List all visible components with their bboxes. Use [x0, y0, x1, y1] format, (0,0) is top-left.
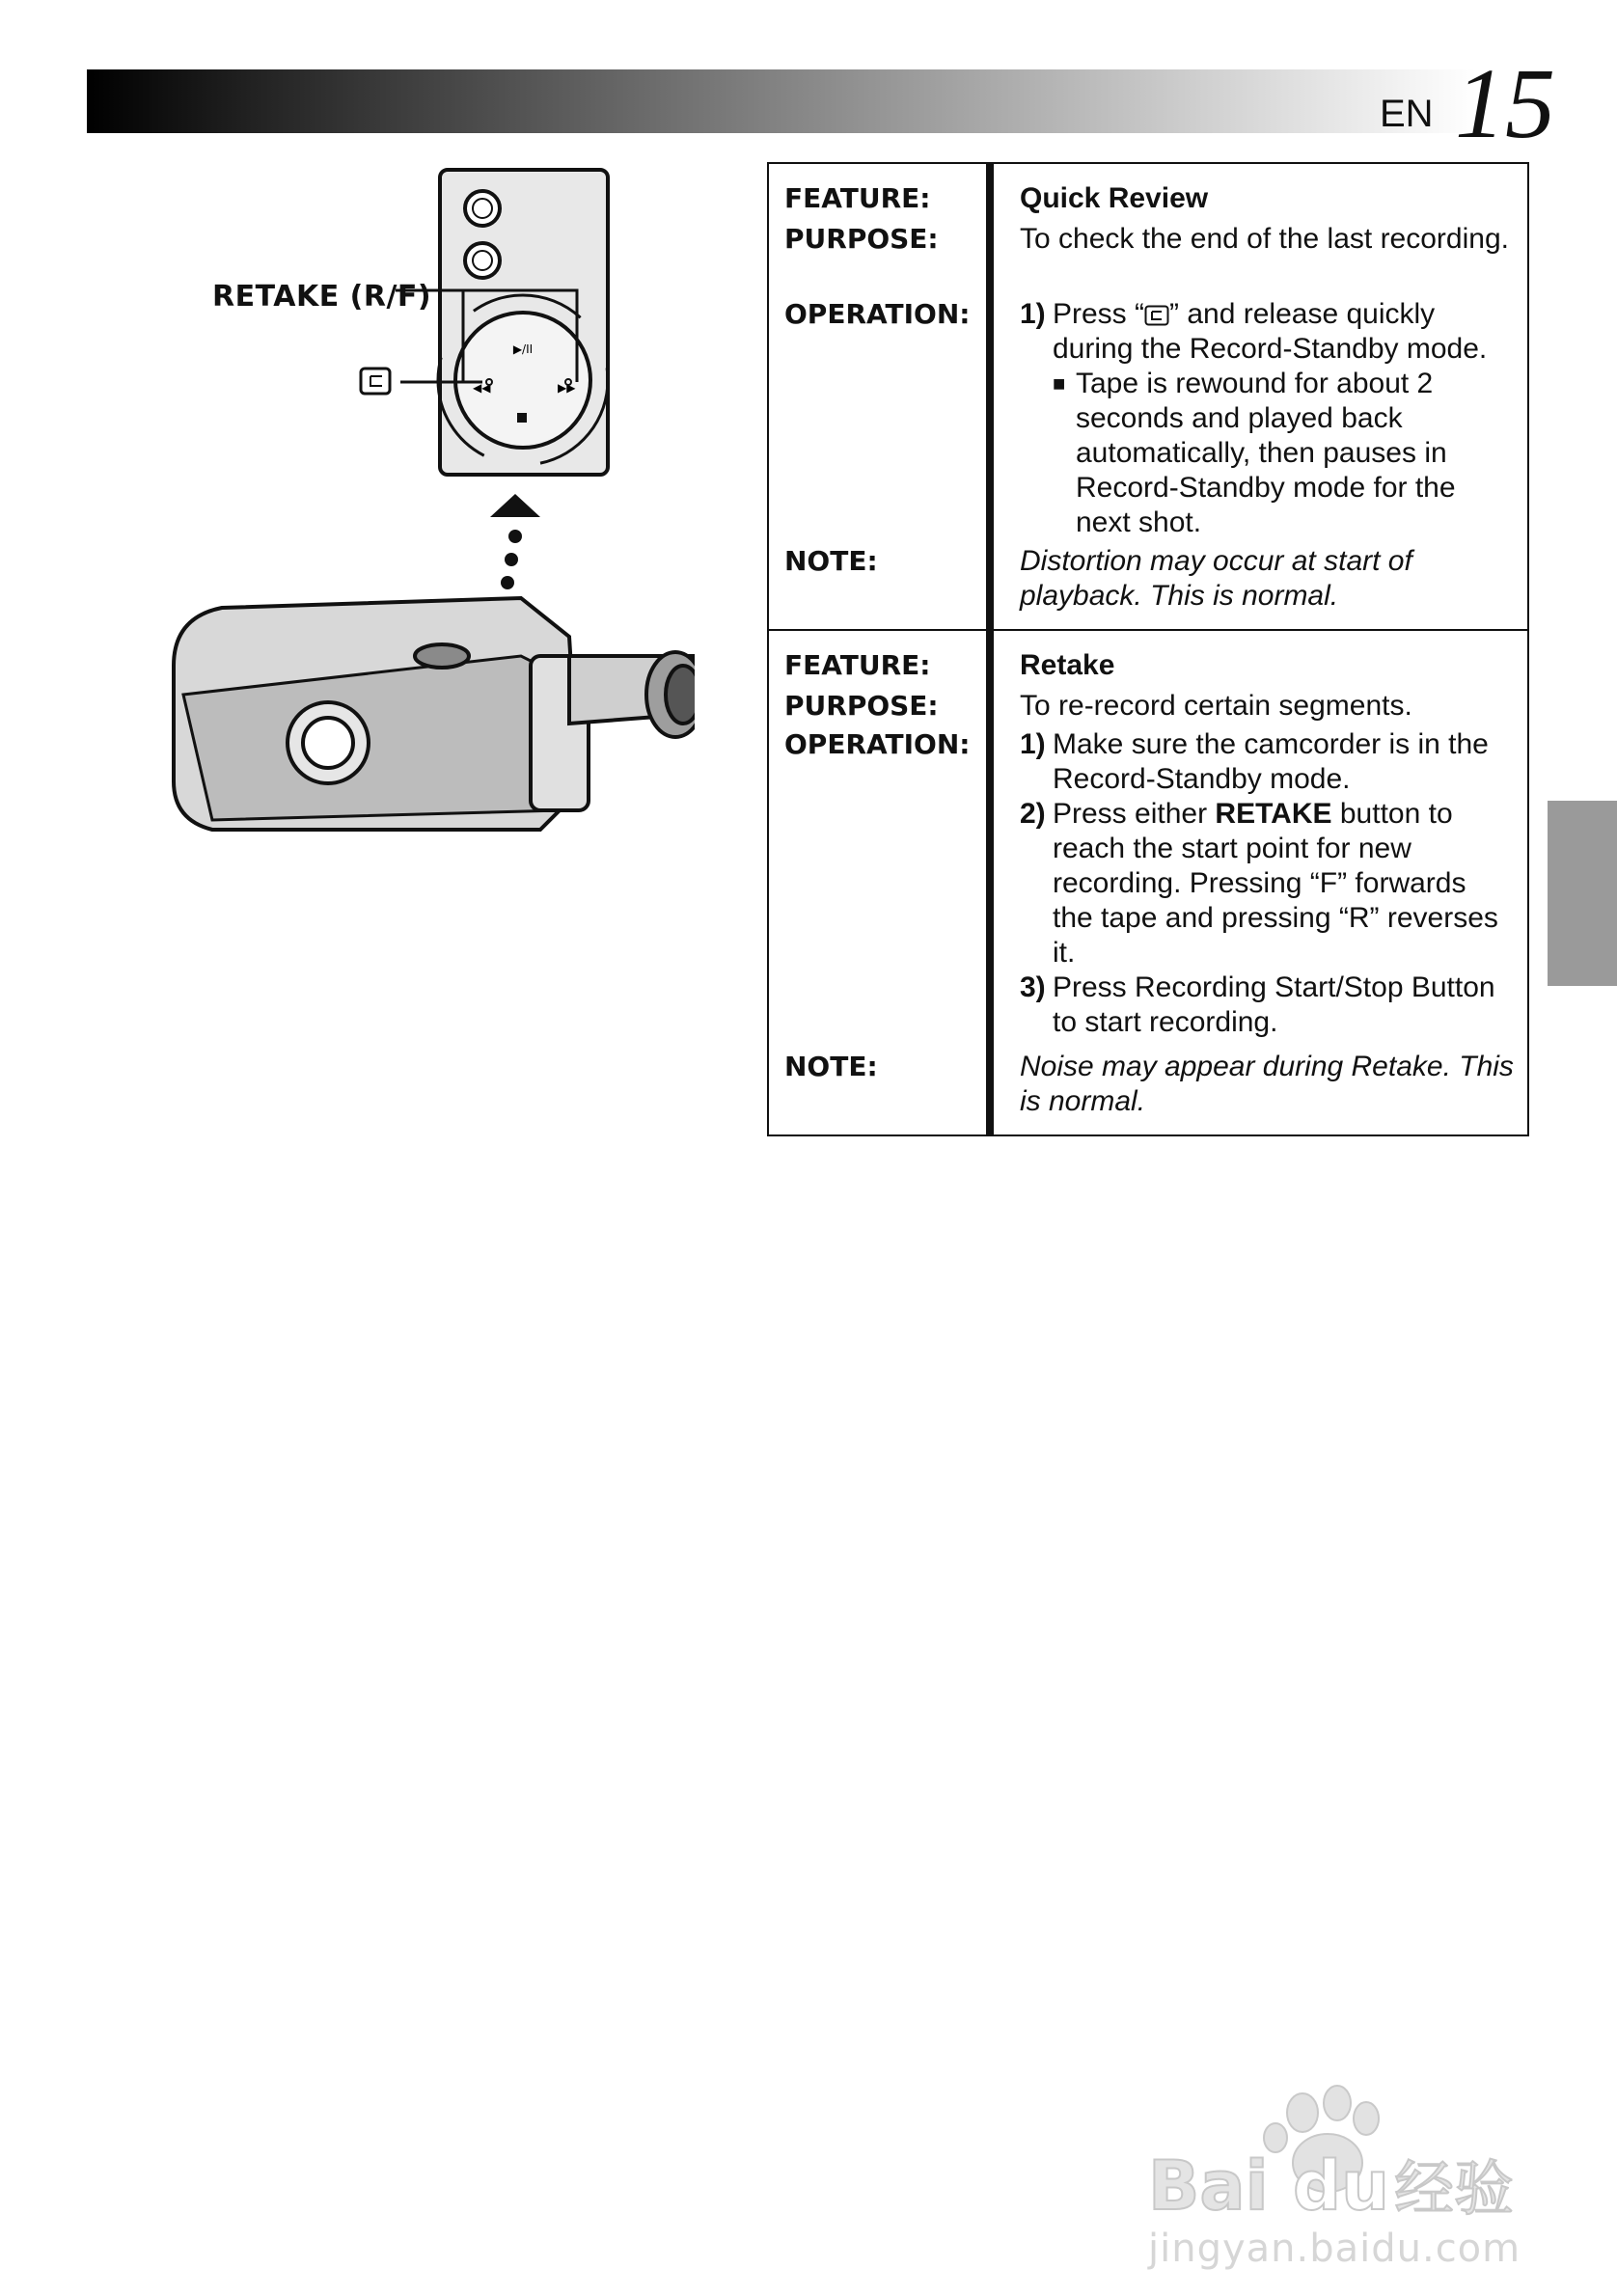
operation-step [1020, 297, 1514, 367]
section-side-tab [1548, 801, 1617, 986]
retake-callout-label: RETAKE (R/F) [212, 280, 432, 314]
page-number: 15 [1455, 48, 1555, 159]
subnote-text: Tape is rewound for about 2 seconds and played back automatically, then pauses in Record-Standby mode for the next shot. [1076, 368, 1456, 538]
operation-step [1020, 727, 1514, 797]
header-bar [87, 69, 1476, 133]
purpose-value: To re-record certain segments. [1020, 690, 1412, 722]
svg-text:▶▶: ▶▶ [558, 381, 576, 395]
svg-text:Bai: Bai [1148, 2146, 1269, 2226]
operation-value [1020, 297, 1514, 540]
feature-label: FEATURE: [784, 182, 931, 214]
operation-step [1020, 970, 1514, 1040]
operation-label: OPERATION: [784, 298, 971, 330]
feature-label: FEATURE: [784, 649, 931, 681]
camcorder-illustration [154, 154, 695, 926]
svg-text:▶/II: ▶/II [512, 342, 534, 356]
step-text [1053, 797, 1514, 970]
feature-value: Retake [1020, 649, 1115, 681]
step-text-post: button to reach the start point for new recording. Pressing “F” forwards the tape and pressing “R” reverses it. [1053, 798, 1498, 969]
operation-label: OPERATION: [784, 728, 971, 760]
quick-review-icon [361, 369, 390, 394]
svg-text:经验: 经验 [1394, 2153, 1515, 2224]
note-label: NOTE: [784, 545, 878, 577]
baidu-watermark-logo [1148, 2074, 1553, 2228]
purpose-label: PURPOSE: [784, 690, 939, 722]
step-text-pre: Press either [1053, 798, 1216, 830]
quick-review-icon [1144, 305, 1169, 326]
step-text: Make sure the camcorder is in the Record-Standby mode. [1053, 728, 1489, 795]
svg-text:◀◀: ◀◀ [473, 381, 491, 395]
watermark-url: jingyan.baidu.com [1148, 2227, 1521, 2271]
language-label: EN [1380, 93, 1434, 135]
step-number: 2) [1020, 798, 1046, 830]
svg-text:du: du [1293, 2146, 1389, 2226]
operation-subnote [1020, 367, 1514, 540]
step-number: 1) [1020, 298, 1046, 330]
step-text: Press Recording Start/Stop Button to start recording. [1053, 971, 1495, 1038]
retake-table [767, 629, 1529, 1136]
note-value: Noise may appear during Retake. This is normal. [1020, 1051, 1514, 1117]
step-text [1053, 297, 1514, 367]
feature-value: Quick Review [1020, 182, 1209, 214]
step-number: 1) [1020, 728, 1046, 760]
step-number: 3) [1020, 971, 1046, 1003]
step-text-pre: Press “ [1053, 298, 1145, 330]
square-bullet-icon: ■ [1053, 371, 1066, 396]
note-value: Distortion may occur at start of playback. This is normal. [1020, 545, 1412, 612]
purpose-value: To check the end of the last recording. [1020, 223, 1509, 255]
note-label: NOTE: [784, 1051, 878, 1082]
retake-button-name: RETAKE [1215, 798, 1332, 830]
purpose-label: PURPOSE: [784, 223, 939, 255]
operation-step [1020, 797, 1514, 970]
step-text-post: ” and release quickly during the Record-Standby mode. [1053, 298, 1488, 365]
camcorder-body [174, 598, 695, 830]
quick-review-table [767, 162, 1529, 631]
operation-value [1020, 727, 1514, 1040]
